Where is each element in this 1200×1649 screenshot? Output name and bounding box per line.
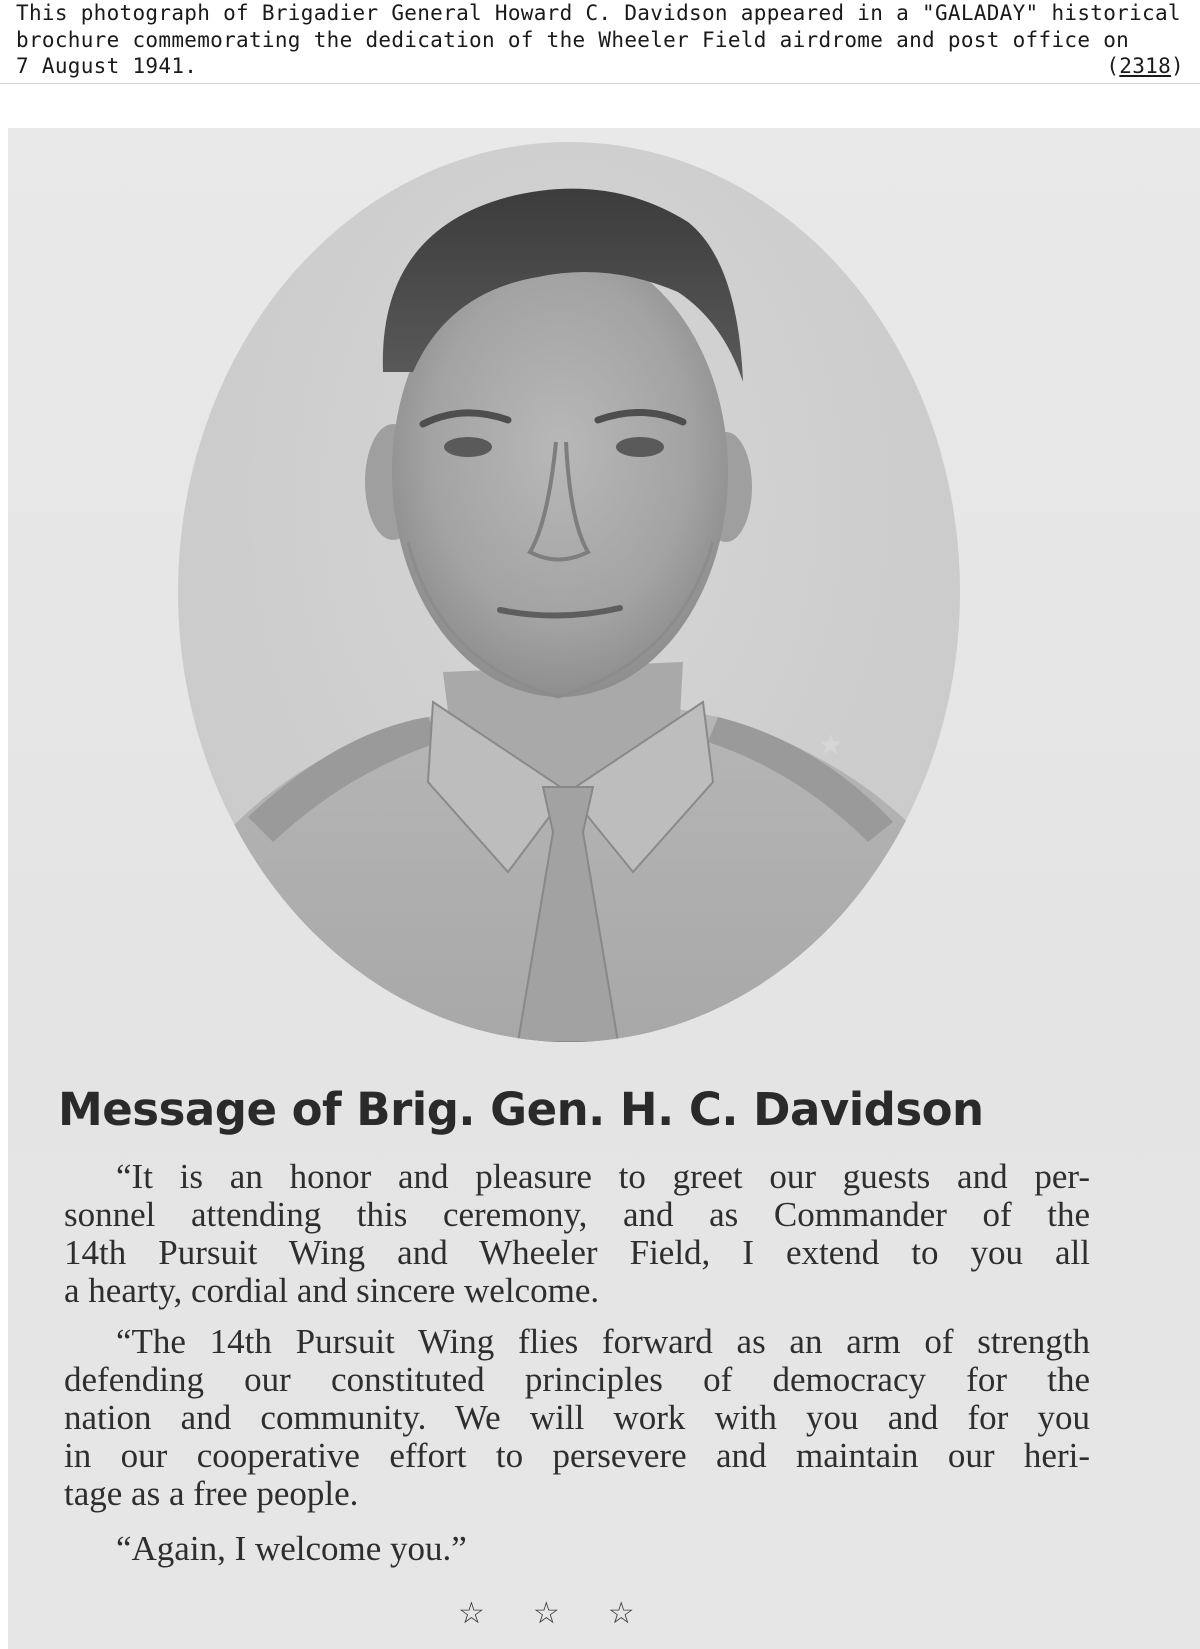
message-paragraph-1 bbox=[64, 1158, 1090, 1310]
reference-number: 2318 bbox=[1119, 54, 1172, 78]
paragraph-2-line: in our cooperative effort to persevere and maintain our heri- bbox=[64, 1436, 1090, 1475]
message-paragraph-3 bbox=[64, 1530, 1090, 1568]
caption-line-3: 7 August 1941. bbox=[16, 54, 198, 78]
svg-text:★: ★ bbox=[818, 728, 844, 761]
paragraph-2-line: “The 14th Pursuit Wing flies forward as an arm of strength bbox=[116, 1322, 1090, 1361]
brochure-page bbox=[8, 128, 1200, 1649]
paragraph-2-line: nation and community. We will work with you and for you bbox=[64, 1398, 1090, 1437]
photo-caption bbox=[16, 0, 1188, 82]
paragraph-1-line: “It is an honor and pleasure to greet our guests and per- bbox=[116, 1157, 1090, 1196]
paragraph-1-line: a hearty, cordial and sincere welcome. bbox=[64, 1271, 600, 1310]
portrait-illustration bbox=[178, 142, 960, 1042]
paragraph-3-line: “Again, I welcome you.” bbox=[116, 1529, 467, 1568]
star-ornament: ☆☆☆ bbox=[458, 1596, 683, 1631]
paragraph-1-line: sonnel attending this ceremony, and as Commander of the bbox=[64, 1195, 1090, 1234]
message-heading: Message of Brig. Gen. H. C. Davidson bbox=[58, 1083, 984, 1136]
caption-reference-number: (2318) bbox=[1106, 54, 1184, 78]
portrait-photo bbox=[178, 142, 960, 1042]
caption-line-1: This photograph of Brigadier General Howard C. Davidson appeared in a "GALADAY" historical bbox=[16, 1, 1181, 25]
paragraph-2-line: tage as a free people. bbox=[64, 1474, 359, 1513]
paragraph-1-line: 14th Pursuit Wing and Wheeler Field, I extend to you all bbox=[64, 1233, 1090, 1272]
caption-divider bbox=[0, 83, 1200, 84]
message-paragraph-2 bbox=[64, 1323, 1090, 1513]
caption-line-2: brochure commemorating the dedication of the Wheeler Field airdrome and post office on bbox=[16, 27, 1130, 52]
paragraph-2-line: defending our constituted principles of democracy for the bbox=[64, 1360, 1090, 1399]
